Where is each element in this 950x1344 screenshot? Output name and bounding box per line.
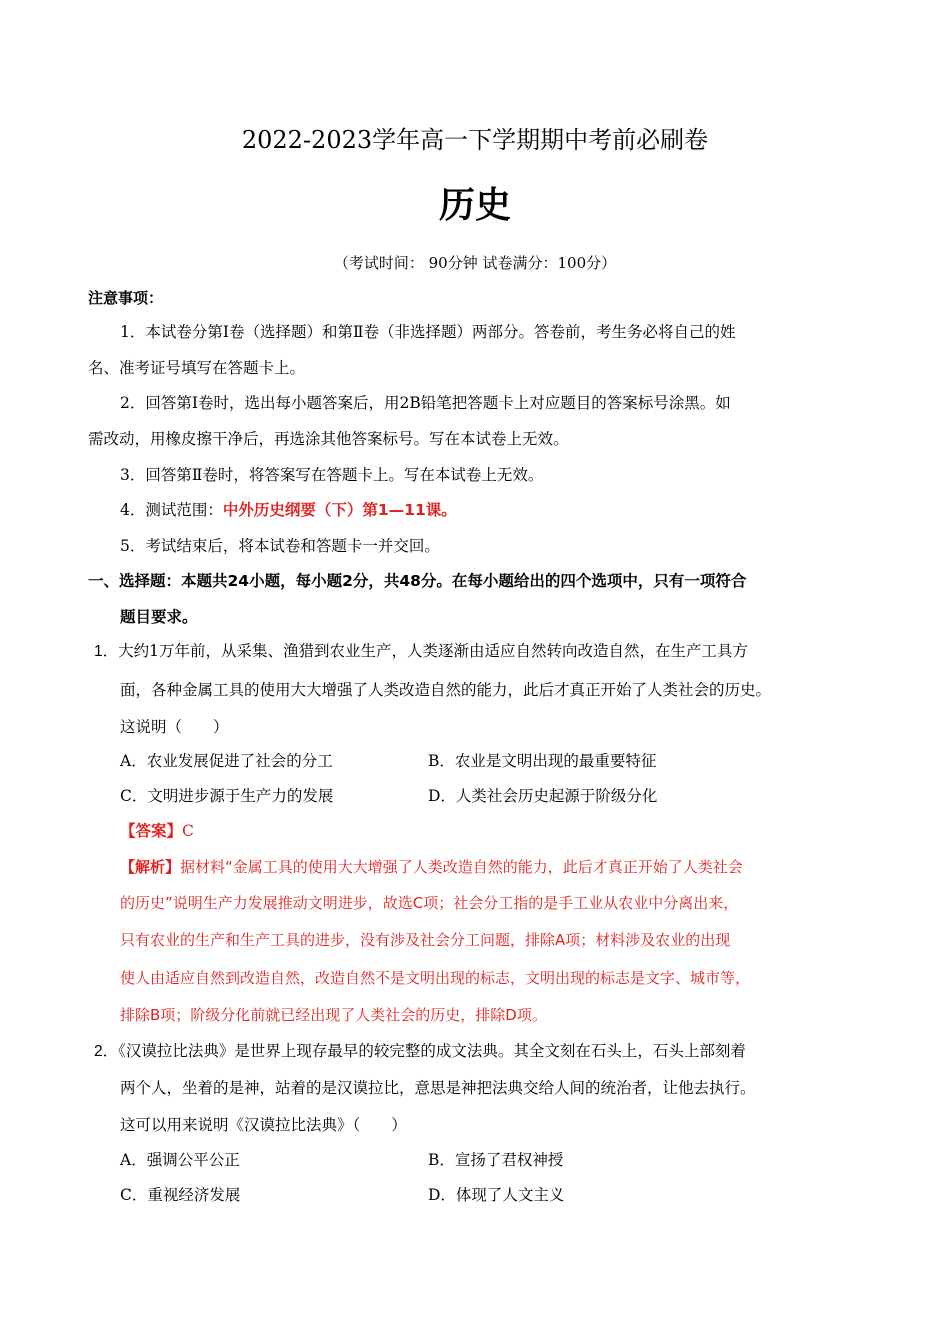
question-1-option-c: C．文明进步源于生产力的发展 — [120, 787, 334, 805]
notice-item-5: 5．考试结束后，将本试卷和答题卡一并交回。 — [120, 537, 440, 555]
question-2-line-3: 这可以用来说明《汉谟拉比法典》（ ） — [120, 1116, 407, 1134]
answer-value: C — [182, 822, 194, 840]
question-1-answer — [120, 820, 194, 842]
notice-item-2-line-1: 2．回答第Ⅰ卷时，选出每小题答案后，用2B铅笔把答题卡上对应题目的答案标号涂黑。如 — [120, 394, 731, 412]
analysis-label: 【解析】 — [120, 858, 181, 876]
question-1-line-3: 这说明（ ） — [120, 718, 229, 736]
question-1-option-d: D．人类社会历史起源于阶级分化 — [428, 787, 658, 805]
question-2-line-2: 两个人，坐着的是神，站着的是汉谟拉比，意思是神把法典交给人间的统治者，让他去执行。 — [120, 1079, 756, 1097]
answer-label: 【答案】 — [120, 822, 183, 840]
question-1-option-a: A．农业发展促进了社会的分工 — [120, 752, 333, 770]
question-1-stem-1: 大约1万年前，从采集、渔猎到农业生产，人类逐渐由适应自然转向改造自然，在生产工具方 — [118, 642, 748, 660]
question-1-line-1 — [94, 640, 748, 663]
section-1-heading-line-2: 题目要求。 — [120, 608, 198, 626]
question-2-option-d: D．体现了人文主义 — [428, 1186, 565, 1204]
notice-item-4 — [120, 499, 457, 521]
section-1-heading-line-1: 一、选择题：本题共24小题，每小题2分，共48分。在每小题给出的四个选项中，只有一项符合 — [88, 572, 747, 590]
notice-title: 注意事项： — [88, 289, 164, 307]
question-2-option-b: B．宣扬了君权神授 — [428, 1151, 564, 1169]
subject-title: 历史 — [438, 185, 511, 226]
question-1-analysis-line-1 — [120, 856, 743, 878]
notice-item-3: 3．回答第Ⅱ卷时，将答案写在答题卡上。写在本试卷上无效。 — [120, 466, 544, 484]
exam-title: 2022-2023学年高一下学期期中考前必刷卷 — [241, 126, 709, 154]
notice-item-1-line-1: 1．本试卷分第Ⅰ卷（选择题）和第Ⅱ卷（非选择题）两部分。答卷前，考生务必将自己的姓 — [120, 323, 736, 341]
question-1-analysis-line-5: 排除B项；阶级分化前就已经出现了人类社会的历史，排除D项。 — [120, 1006, 547, 1024]
analysis-text-1: 据材料“金属工具的使用大大增强了人类改造自然的能力，此后才真正开始了人类社会 — [180, 858, 743, 876]
notice-item-2-line-2: 需改动，用橡皮擦干净后，再选涂其他答案标号。写在本试卷上无效。 — [88, 430, 569, 448]
exam-info: （考试时间： 90分钟 试卷满分：100分） — [333, 254, 617, 272]
question-2-line-1 — [94, 1040, 746, 1063]
question-1-analysis-line-2: 的历史”说明生产力发展推动文明进步，故选C项；社会分工指的是手工业从农业中分离出来， — [120, 894, 739, 912]
question-1-line-2: 面，各种金属工具的使用大大增强了人类改造自然的能力，此后才真正开始了人类社会的历史。 — [120, 681, 772, 699]
question-2-number: 2． — [94, 1043, 119, 1060]
question-2-option-a: A．强调公平公正 — [120, 1151, 240, 1169]
question-2-stem-1: 《汉谟拉比法典》是世界上现存最早的较完整的成文法典。其全文刻在石头上，石头上部刻着 — [118, 1042, 746, 1060]
question-1-number: 1． — [94, 643, 119, 660]
test-range: 中外历史纲要（下）第1—11课。 — [222, 501, 457, 519]
notice-item-1-line-2: 名、准考证号填写在答题卡上。 — [88, 359, 306, 377]
question-1-analysis-line-4: 使人由适应自然到改造自然，改造自然不是文明出现的标志，文明出现的标志是文字、城市等， — [120, 969, 751, 987]
question-2-option-c: C．重视经济发展 — [120, 1186, 241, 1204]
question-1-option-b: B．农业是文明出现的最重要特征 — [428, 752, 657, 770]
notice-item-4-prefix: 4．测试范围： — [120, 501, 223, 519]
question-1-analysis-line-3: 只有农业的生产和生产工具的进步，没有涉及社会分工问题，排除A项；材料涉及农业的出现 — [120, 931, 731, 949]
